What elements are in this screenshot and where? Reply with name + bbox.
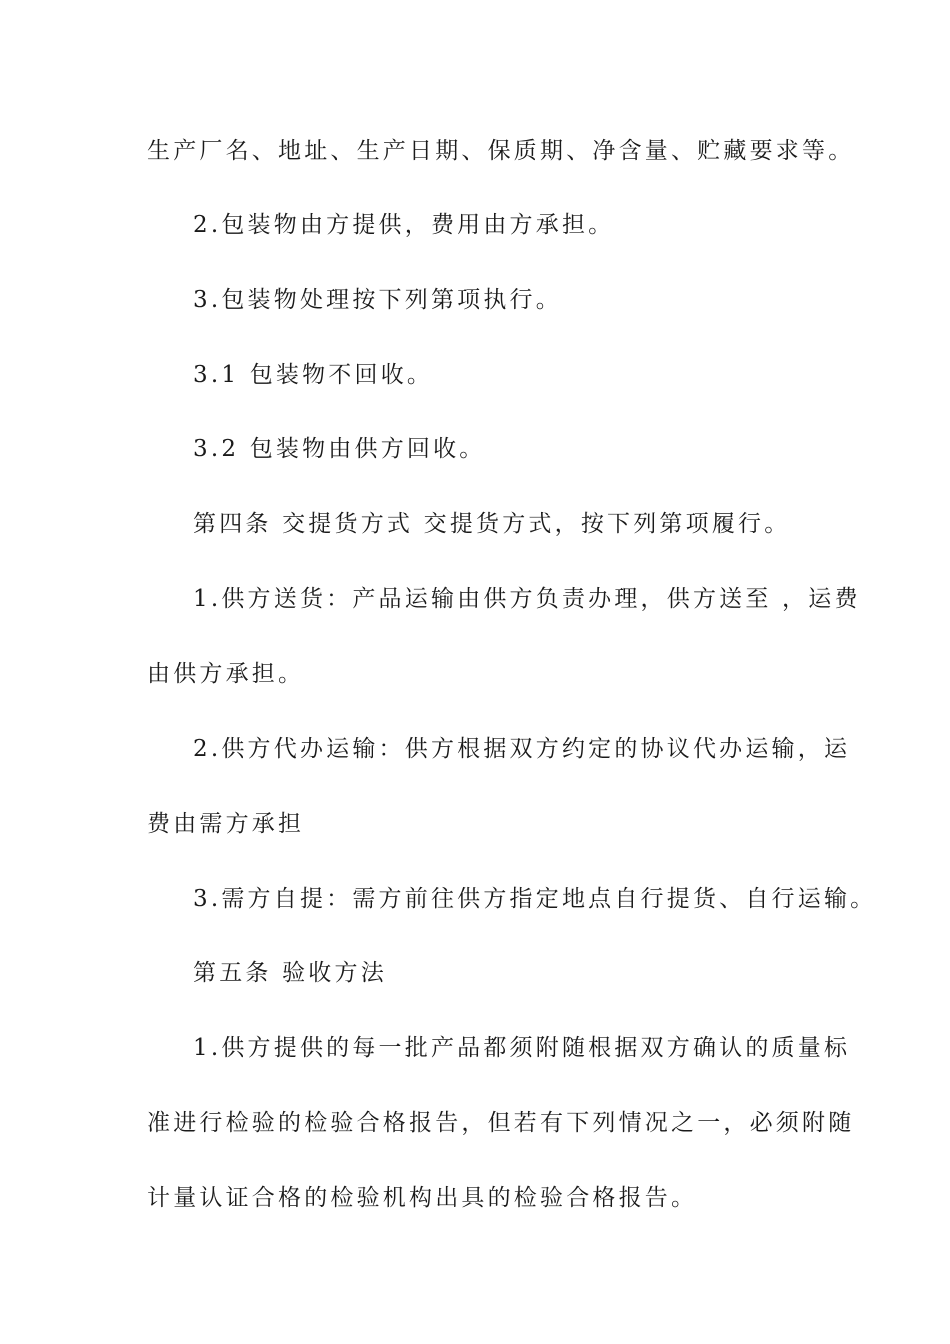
section-heading: 第五条 验收方法 <box>193 960 387 986</box>
text-line: 3.包装物处理按下列第项执行。 <box>193 287 562 313</box>
text-line: 准进行检验的检验合格报告，但若有下列情况之一，必须附随 <box>147 1110 855 1136</box>
text-line: 2.包装物由方提供，费用由方承担。 <box>193 212 615 238</box>
text-line: 3.需方自提：需方前往供方指定地点自行提货、自行运输。 <box>193 886 877 912</box>
text-line: 2.供方代办运输：供方根据双方约定的协议代办运输，运 <box>193 736 851 762</box>
text-line: 生产厂名、地址、生产日期、保质期、净含量、贮藏要求等。 <box>147 138 855 164</box>
text-line: 1.供方送货：产品运输由供方负责办理，供方送至 ，运费 <box>193 586 861 612</box>
text-line: 3.1 包装物不回收。 <box>193 362 434 388</box>
text-line: 费由需方承担 <box>147 811 305 837</box>
text-line: 3.2 包装物由供方回收。 <box>193 436 486 462</box>
section-heading: 第四条 交提货方式 交提货方式，按下列第项履行。 <box>193 511 791 537</box>
text-line: 计量认证合格的检验机构出具的检验合格报告。 <box>147 1185 698 1211</box>
text-line: 1.供方提供的每一批产品都须附随根据双方确认的质量标 <box>193 1035 851 1061</box>
text-line: 由供方承担。 <box>147 661 305 687</box>
